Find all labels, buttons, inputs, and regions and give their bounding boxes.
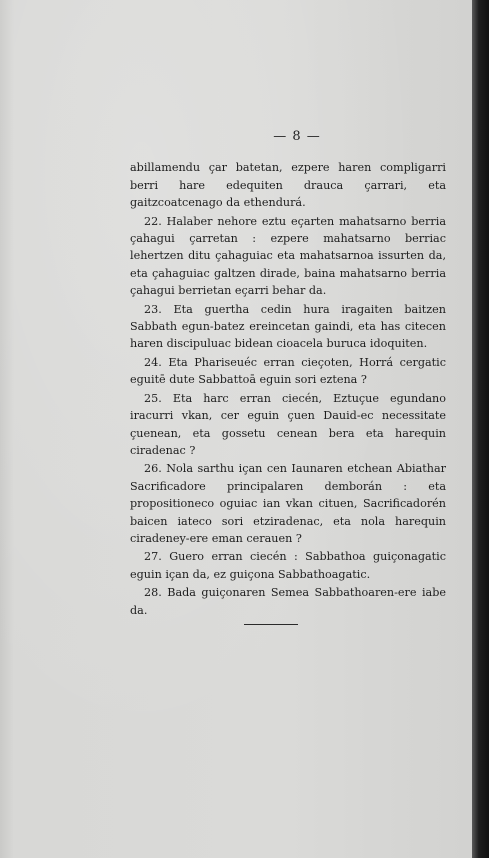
verse-26: 26. Nola sarthu içan cen Iaunaren etchean Abiathar Sacrificadore principalaren demborán : eta propositioneco oguiac ian vkan cituen, Sacrificadorén baicen iateco sori etziradenac, eta nola harequin ciradeney-ere eman cerauen ? [130,462,446,545]
verse-25: 25. Eta harc erran ciecén, Eztuçue egundano iracurri vkan, cer eguin çuen Dauid-ec necessitate çuenean, eta gossetu cenean bera eta harequin ciradenac ? [130,391,446,457]
verse-22: 22. Halaber nehore eztu eçarten mahatsarno berria çahagui çarretan : ezpere mahatsarno berriac lehertzen ditu çahaguiac eta mahatsarnoa issurten da, eta çahaguiac galtzen dirade, baina mahatsarno berria çahagui berrietan eçarri behar da. [130,214,446,298]
opening-paragraph: abillamendu çar batetan, ezpere haren compligarri berri hare edequiten drauca çarrari, eta gaitzcoatcenago da ethendurá. [130,161,446,210]
verse-27: 27. Guero erran ciecén : Sabbathoa guiçonagatic eguin içan da, ez guiçona Sabbathoagatic. [130,550,446,581]
verse-28: 28. Bada guiçonaren Semea Sabbathoaren-ere iabe da. [130,586,446,617]
verse-23: 23. Eta guertha cedin hura iragaiten baitzen Sabbath egun-batez ereincetan gaindi, eta has citecen haren discipuluac bidean cioacela buruca idoquiten. [130,302,446,351]
page-text [130,128,446,619]
page-number: — 8 — [273,129,321,144]
page-edge-shadow [472,0,489,858]
verse-24: 24. Eta Phariseuéc erran cieçoten, Horrá cergatic eguitē dute Sabbattoā eguin sori eztena ? [130,355,446,387]
section-divider [244,624,298,625]
